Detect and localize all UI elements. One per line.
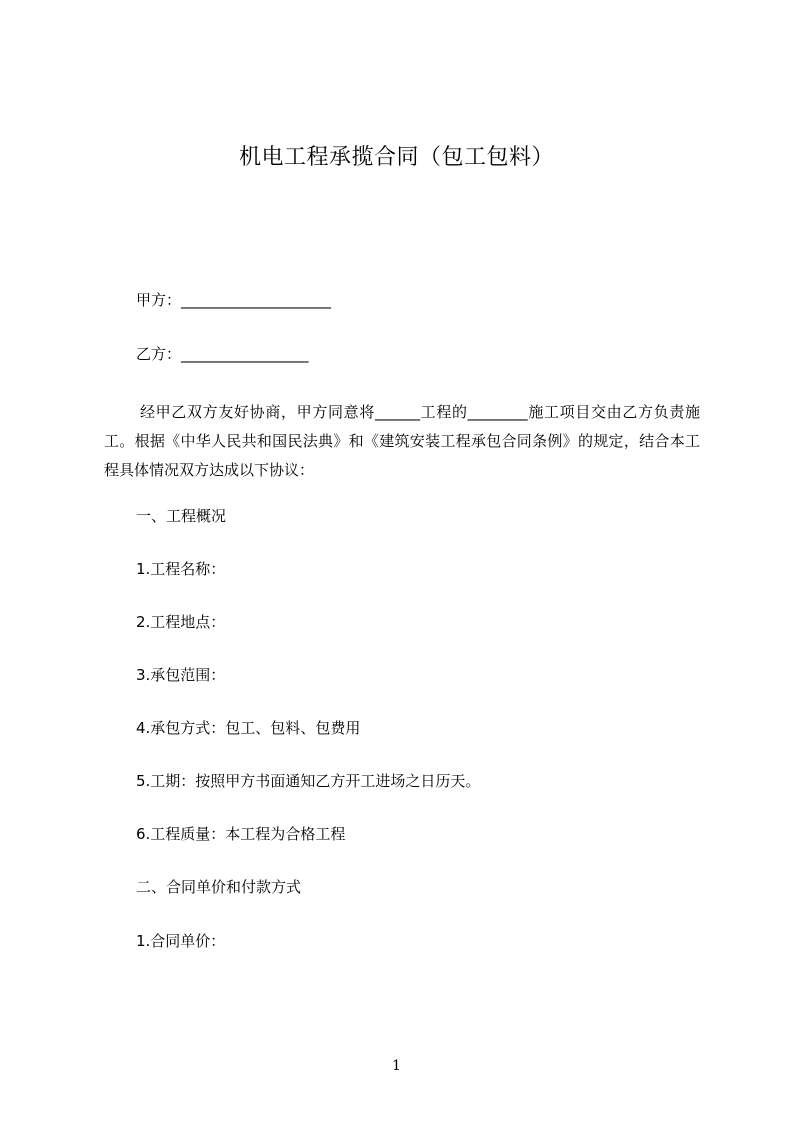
party-a-line: 甲方：____________________: [136, 291, 332, 309]
section-1-item: 3.承包范围：: [136, 666, 226, 684]
document-title: 机电工程承揽合同（包工包料）: [238, 145, 554, 170]
section-1-item: 1.工程名称：: [136, 560, 226, 578]
section-2-item: 1.合同单价：: [136, 932, 226, 950]
section-2-heading: 二、合同单价和付款方式: [136, 878, 302, 896]
section-1-item: 5.工期：按照甲方书面通知乙方开工进场之日历天。: [136, 772, 481, 790]
section-1-item: 4.承包方式：包工、包料、包费用: [136, 719, 361, 737]
party-b-line: 乙方：_________________: [136, 345, 309, 363]
section-1-heading: 一、工程概况: [136, 507, 227, 525]
intro-paragraph: 经甲乙双方友好协商，甲方同意将______工程的________施工项目交由乙方负责施工。根据《中华人民共和国民法典》和《建筑安装工程承包合同条例》的规定，结合本工程具体情况双方达成以下协议：: [104, 403, 700, 479]
section-1-item: 2.工程地点：: [136, 613, 226, 631]
page-number: 1: [392, 1058, 401, 1074]
section-1-item: 6.工程质量：本工程为合格工程: [136, 825, 346, 843]
